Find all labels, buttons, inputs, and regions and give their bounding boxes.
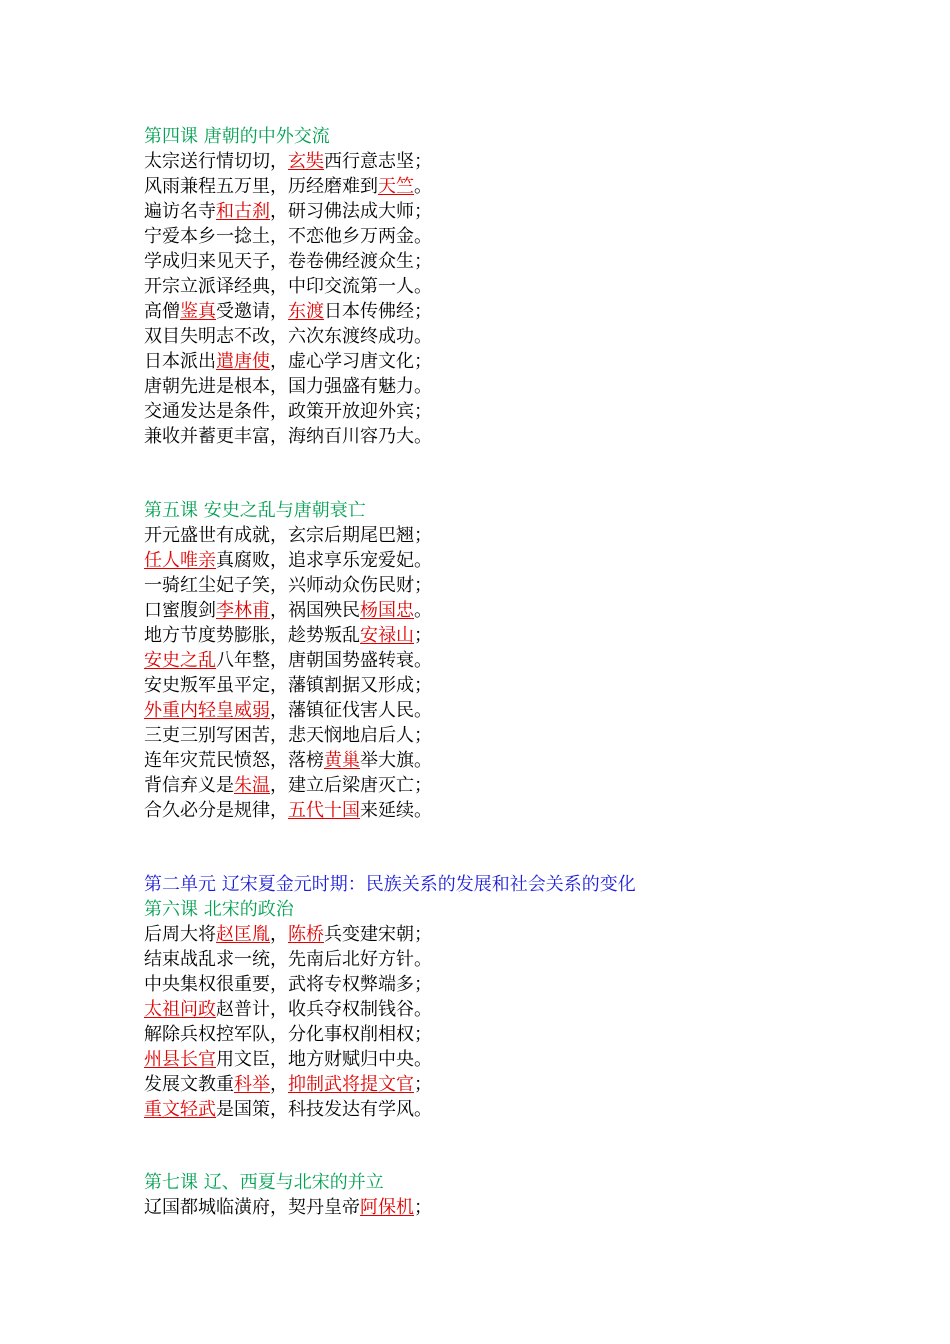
verse-text: 结束战乱求一统，先南后北好方针。: [144, 949, 432, 970]
verse-text: 唐朝先进是根本，国力强盛有魅力。: [144, 376, 432, 397]
verse-line: [144, 523, 432, 548]
verse-line: [144, 548, 432, 573]
verse-text: ，: [270, 1074, 288, 1095]
verse-line: [144, 299, 432, 324]
verse-line: [144, 623, 432, 648]
verse-text: 。: [414, 600, 432, 621]
verse-text: 八年整，唐朝国势盛转衰。: [216, 650, 432, 671]
verse-line: [144, 673, 432, 698]
verse-text: 日本传佛经；: [324, 301, 432, 322]
verse-text: 安史叛军虽平定，藩镇割据又形成；: [144, 675, 432, 696]
keyword: 抑制武将提文官: [288, 1074, 414, 1095]
verse-text: 。: [414, 176, 432, 197]
verse-text: 用文臣，地方财赋归中央。: [216, 1049, 432, 1070]
verse-text: ，祸国殃民: [270, 600, 360, 621]
verse-line: [144, 424, 432, 449]
verse-line: [144, 748, 432, 773]
lesson-7-title: 第七课 辽、西夏与北宋的并立: [144, 1172, 384, 1193]
verse-line: [144, 1047, 432, 1072]
verse-line: [144, 1022, 432, 1047]
verse-line: [144, 149, 432, 174]
keyword: 赵匡胤: [216, 924, 270, 945]
keyword: 陈桥: [288, 924, 324, 945]
verse-text: 兼收并蓄更丰富，海纳百川容乃大。: [144, 426, 432, 447]
verse-line: [144, 1072, 432, 1097]
keyword: 重文轻武: [144, 1099, 216, 1120]
verse-line: [144, 249, 432, 274]
verse-line: [144, 723, 432, 748]
verse-text: ，研习佛法成大师；: [270, 201, 432, 222]
verse-line: [144, 349, 432, 374]
keyword: 李林甫: [216, 600, 270, 621]
keyword: 和古刹: [216, 201, 270, 222]
verse-text: 是国策，科技发达有学风。: [216, 1099, 432, 1120]
verse-line: [144, 698, 432, 723]
verse-line: [144, 598, 432, 623]
verse-text: 合久必分是规律，: [144, 800, 288, 821]
keyword: 玄奘: [288, 151, 324, 172]
keyword: 州县长官: [144, 1049, 216, 1070]
verse-text: 一骑红尘妃子笑，兴师动众伤民财；: [144, 575, 432, 596]
keyword: 黄巢: [324, 750, 360, 771]
verse-text: ，虚心学习唐文化；: [270, 351, 432, 372]
verse-line: [144, 773, 432, 798]
verse-line: [144, 374, 432, 399]
keyword: 安史之乱: [144, 650, 216, 671]
keyword: 阿保机: [360, 1197, 414, 1218]
verse-text: 后周大将: [144, 924, 216, 945]
verse-text: 背信弃义是: [144, 775, 234, 796]
verse-text: 开宗立派译经典，中印交流第一人。: [144, 276, 432, 297]
verse-line: [144, 997, 432, 1022]
verse-text: 地方节度势膨胀，趁势叛乱: [144, 625, 360, 646]
verse-text: 三吏三别写困苦，悲天悯地启后人；: [144, 725, 432, 746]
verse-text: 受邀请，: [216, 301, 288, 322]
verse-text: 兵变建宋朝；: [324, 924, 432, 945]
verse-line: [144, 274, 432, 299]
verse-line: [144, 972, 432, 997]
verse-text: 来延续。: [360, 800, 432, 821]
lesson-4-title: 第四课 唐朝的中外交流: [144, 126, 330, 147]
keyword: 鉴真: [180, 301, 216, 322]
verse-text: ，: [270, 924, 288, 945]
verse-line: [144, 798, 432, 823]
keyword: 外重内轻皇威弱: [144, 700, 270, 721]
verse-text: 交通发达是条件，政策开放迎外宾；: [144, 401, 432, 422]
verse-text: ；: [414, 1197, 432, 1218]
verse-line: [144, 224, 432, 249]
keyword: 五代十国: [288, 800, 360, 821]
lesson-5-title: 第五课 安史之乱与唐朝衰亡: [144, 500, 366, 521]
verse-text: 赵普计，收兵夺权制钱谷。: [216, 999, 432, 1020]
verse-text: 宁爱本乡一捻土，不恋他乡万两金。: [144, 226, 432, 247]
lesson-6-title: 第六课 北宋的政治: [144, 899, 294, 920]
verse-line: [144, 922, 432, 947]
verse-text: 开元盛世有成就，玄宗后期尾巴翘；: [144, 525, 432, 546]
keyword: 天竺: [378, 176, 414, 197]
verse-line: [144, 648, 432, 673]
verse-text: 真腐败，追求享乐宠爱妃。: [216, 550, 432, 571]
verse-text: ；: [414, 625, 432, 646]
verse-text: 日本派出: [144, 351, 216, 372]
keyword: 杨国忠: [360, 600, 414, 621]
verse-text: 遍访名寺: [144, 201, 216, 222]
verse-line: [144, 1097, 432, 1122]
verse-text: 中央集权很重要，武将专权弊端多；: [144, 974, 432, 995]
keyword: 任人唯亲: [144, 550, 216, 571]
keyword: 科举: [234, 1074, 270, 1095]
verse-text: 举大旗。: [360, 750, 432, 771]
verse-text: 学成归来见天子，卷卷佛经渡众生；: [144, 251, 432, 272]
verse-line: [144, 199, 432, 224]
verse-text: 口蜜腹剑: [144, 600, 216, 621]
keyword: 东渡: [288, 301, 324, 322]
verse-text: 辽国都城临潢府，契丹皇帝: [144, 1197, 360, 1218]
verse-text: 风雨兼程五万里，历经磨难到: [144, 176, 378, 197]
keyword: 遣唐使: [216, 351, 270, 372]
verse-text: 发展文教重: [144, 1074, 234, 1095]
verse-text: ；: [414, 1074, 432, 1095]
verse-text: 解除兵权控军队，分化事权削相权；: [144, 1024, 432, 1045]
verse-line: [144, 174, 432, 199]
verse-text: 双目失明志不改，六次东渡终成功。: [144, 326, 432, 347]
verse-line: [144, 947, 432, 972]
keyword: 安禄山: [360, 625, 414, 646]
verse-text: 太宗送行情切切，: [144, 151, 288, 172]
verse-text: ，藩镇征伐害人民。: [270, 700, 432, 721]
verse-line: [144, 1195, 432, 1220]
unit-2-title: 第二单元 辽宋夏金元时期：民族关系的发展和社会关系的变化: [144, 874, 636, 895]
verse-line: [144, 324, 432, 349]
verse-line: [144, 573, 432, 598]
verse-line: [144, 399, 432, 424]
verse-text: 高僧: [144, 301, 180, 322]
verse-text: 连年灾荒民愤怒，落榜: [144, 750, 324, 771]
verse-text: 西行意志坚；: [324, 151, 432, 172]
verse-text: ，建立后梁唐灭亡；: [270, 775, 432, 796]
keyword: 太祖问政: [144, 999, 216, 1020]
keyword: 朱温: [234, 775, 270, 796]
